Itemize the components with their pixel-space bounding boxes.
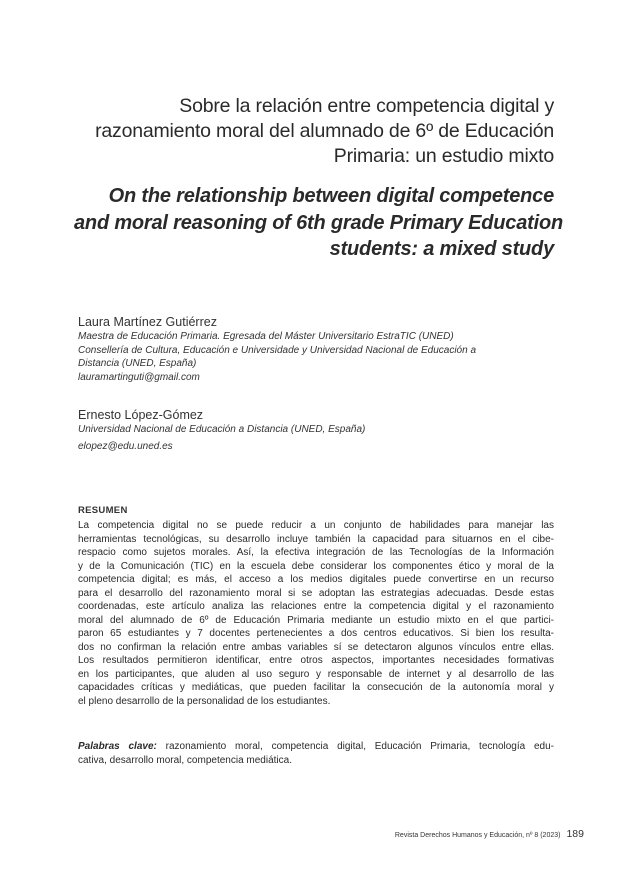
author-block <box>78 314 558 384</box>
abstract-body <box>78 519 554 708</box>
keywords-text: razonamiento moral, competencia digital, Educación Primaria, tecnología edu- <box>156 741 554 752</box>
title-es-line: Sobre la relación entre competencia digital y <box>179 95 554 117</box>
page-footer <box>395 828 584 840</box>
author-email[interactable]: lauramartinguti@gmail.com <box>78 371 200 383</box>
page-number: 189 <box>566 828 584 840</box>
keywords-line: cativa, desarrollo moral, competencia mediática. <box>78 754 292 766</box>
title-es-line: razonamiento moral del alumnado de 6º de Educación <box>95 120 554 142</box>
keywords-line <box>78 740 554 754</box>
journal-name: Revista Derechos Humanos y Educación, nº 8 (2023) <box>394 832 561 839</box>
abstract-line: y de la Comunicación (TIC) en la escuela debe considerar los componentes ético y moral de la <box>78 560 554 572</box>
abstract-line: dos no confirman la relación entre ambas variables sí se detectaron algunos vínculos entre ellas. <box>78 641 554 653</box>
title-en-line: students: a mixed study <box>329 238 554 260</box>
author-name: Laura Martínez Gutiérrez <box>78 315 217 329</box>
title-spanish <box>74 94 554 169</box>
abstract-line: paron 65 estudiantes y 7 docentes pertenecientes a dos centros educativos. Si bien los resulta- <box>78 628 554 639</box>
title-es-line: Primaria: un estudio mixto <box>333 145 554 167</box>
abstract-heading: RESUMEN <box>78 505 128 516</box>
author-affiliation: Consellería de Cultura, Educación e Universidade y Universidad Nacional de Educación a <box>78 344 477 356</box>
author-block <box>78 407 558 453</box>
keywords-label: Palabras clave: <box>78 741 157 752</box>
author-affiliation: Universidad Nacional de Educación a Distancia (UNED, España) <box>78 424 366 435</box>
abstract-line: moral del alumnado de 6º de Educación Primaria mediante un estudio mixto en el que partici- <box>78 614 554 626</box>
title-english <box>74 183 563 263</box>
abstract-line: La competencia digital no se puede reducir a un conjunto de habilidades para manejar las <box>78 520 554 531</box>
abstract-line: el pleno desarrollo de la personalidad de los estudiantes. <box>78 695 331 707</box>
abstract-line: capacidades críticas y mediáticas, que pueden facilitar la consecución de la autonomía moral y <box>78 682 554 693</box>
author-affiliation: Maestra de Educación Primaria. Egresada del Máster Universitario EstraTIC (UNED) <box>78 331 454 342</box>
abstract-line: para el desarrollo del razonamiento moral si se adoptan las estrategias adecuadas. Desde estas <box>78 587 554 599</box>
title-en-line: On the relationship between digital competence <box>108 185 554 207</box>
abstract-line: en los participantes, que aluden al uso seguro y responsable de internet y al desarrollo de las <box>78 668 554 680</box>
author-name: Ernesto López-Gómez <box>78 408 204 422</box>
abstract-line: herramientas tecnológicas, su desarrollo incluye también la capacidad para situarnos en el cibe- <box>78 533 554 545</box>
keywords <box>78 740 554 767</box>
abstract-line: Los resultados permitieron identificar, entre otros aspectos, importantes necesidades formativas <box>78 655 554 666</box>
abstract-line: respacio como sujetos morales. Así, la efectiva integración de las Tecnologías de la Información <box>78 547 554 558</box>
abstract-line: coordenadas, este artículo analiza las relaciones entre la competencia digital y el razonamiento <box>78 601 554 612</box>
author-email[interactable]: elopez@edu.uned.es <box>78 440 173 452</box>
author-affiliation: Distancia (UNED, España) <box>78 358 197 369</box>
title-en-line: and moral reasoning of 6th grade Primary Education <box>74 211 563 234</box>
abstract-line: competencia digital; es más, el acceso a los medios digitales puede convertirse en un recurso <box>78 574 554 585</box>
